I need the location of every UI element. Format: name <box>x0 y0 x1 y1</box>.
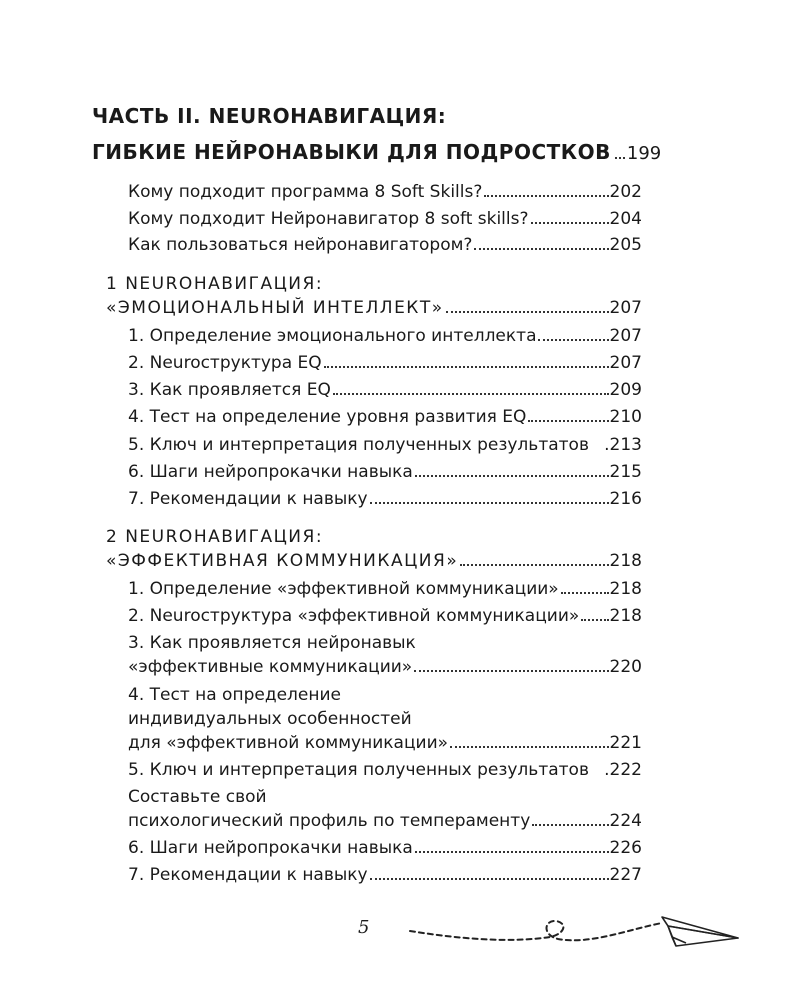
entry-page: 202 <box>609 182 642 202</box>
leader-dots <box>450 746 609 748</box>
entry-label-line2: индивидуальных особенностей <box>128 709 412 729</box>
part-title-line1: ЧАСТЬ II. NEURОНАВИГАЦИЯ: <box>92 104 447 128</box>
leader-dots <box>615 157 625 159</box>
entry-page: 215 <box>609 462 642 482</box>
entry-label-line1: Составьте свой <box>128 787 267 807</box>
entry-page: 216 <box>609 489 642 509</box>
section1-title-line2: «ЭМОЦИОНАЛЬНЫЙ ИНТЕЛЛЕКТ» <box>106 298 444 318</box>
entry-label: 2. Neuroструктура EQ <box>128 353 322 373</box>
entry-label: 7. Рекомендации к навыку <box>128 865 368 885</box>
entry-page: .213 <box>604 435 642 455</box>
entry-page: 210 <box>609 407 642 427</box>
entry-label: Как пользоваться нейронавигатором? <box>128 235 473 255</box>
entry-label: 6. Шаги нейропрокачки навыка <box>128 462 413 482</box>
part-title-row[interactable] <box>92 134 662 172</box>
entry-label: 4. Тест на определение уровня развития EQ <box>128 407 527 427</box>
leader-dots <box>561 592 609 594</box>
toc-entry[interactable] <box>128 758 642 782</box>
leader-dots <box>474 248 608 250</box>
toc-entry[interactable] <box>128 809 642 833</box>
entry-label: 1. Определение «эффективной коммуникации» <box>128 579 559 599</box>
leader-dots <box>415 851 609 853</box>
entry-page: 220 <box>609 657 642 677</box>
entry-label-line1: 3. Как проявляется нейронавык <box>128 633 416 653</box>
part-title-line2: ГИБКИЕ НЕЙРОНАВЫКИ ДЛЯ ПОДРОСТКОВ <box>92 140 611 164</box>
leader-dots <box>460 564 608 566</box>
part-title <box>92 98 662 172</box>
entry-label: Кому подходит программа 8 Soft Skills? <box>128 182 483 202</box>
entry-page: 209 <box>609 380 642 400</box>
entry-page: 221 <box>609 733 642 753</box>
page-number: 5 <box>358 917 370 938</box>
entry-label: 1. Определение эмоционального интеллекта <box>128 326 537 346</box>
toc-entry[interactable] <box>128 577 642 601</box>
toc-entry[interactable] <box>128 405 642 429</box>
leader-dots <box>538 339 608 341</box>
entry-page: .222 <box>604 760 642 780</box>
toc-entry[interactable] <box>128 378 642 402</box>
entry-label: 6. Шаги нейропрокачки навыка <box>128 838 413 858</box>
section2-title-line2: «ЭФФЕКТИВНАЯ КОММУНИКАЦИЯ» <box>106 551 459 571</box>
leader-dots <box>581 619 608 621</box>
entry-page: 227 <box>609 865 642 885</box>
leader-dots <box>415 475 609 477</box>
toc-entry[interactable] <box>128 460 642 484</box>
section2-title-line1: 2 NEURОНАВИГАЦИЯ: <box>106 527 324 547</box>
leader-dots <box>532 824 608 826</box>
entry-label: 5. Ключ и интерпретация полученных результатов <box>128 760 589 780</box>
toc-entry[interactable] <box>128 207 642 231</box>
section2-page: 218 <box>609 551 642 571</box>
paper-plane-icon <box>400 905 745 955</box>
entry-label-line1: 4. Тест на определение <box>128 685 341 705</box>
entry-label-line2: «эффективные коммуникации» <box>128 657 413 677</box>
toc-entry[interactable] <box>128 233 642 257</box>
entry-label: 7. Рекомендации к навыку <box>128 489 368 509</box>
entry-page: 224 <box>609 811 642 831</box>
entry-page: 218 <box>609 606 642 626</box>
toc-entry[interactable] <box>128 836 642 860</box>
toc-entry[interactable] <box>128 863 642 887</box>
part-page: 199 <box>626 143 662 164</box>
entry-label: 3. Как проявляется EQ <box>128 380 331 400</box>
entry-page: 218 <box>609 579 642 599</box>
leader-dots <box>370 878 609 880</box>
section1-title-line1: 1 NEURОНАВИГАЦИЯ: <box>106 274 324 294</box>
leader-dots <box>528 420 608 422</box>
leader-dots <box>333 393 609 395</box>
leader-dots <box>414 670 608 672</box>
toc-entry[interactable] <box>128 655 642 679</box>
leader-dots <box>531 222 609 224</box>
entry-label-line2: психологический профиль по темпераменту <box>128 811 531 831</box>
leader-dots <box>370 502 609 504</box>
entry-label-line3: для «эффективной коммуникации» <box>128 733 449 753</box>
toc-entry[interactable] <box>128 324 642 348</box>
entry-page: 226 <box>609 838 642 858</box>
leader-dots <box>446 311 609 313</box>
section2-heading[interactable] <box>106 549 642 573</box>
section1-heading[interactable] <box>106 296 642 320</box>
entry-label: 5. Ключ и интерпретация полученных результатов <box>128 435 589 455</box>
toc-entry[interactable] <box>128 180 642 204</box>
leader-dots <box>324 366 609 368</box>
toc-entry[interactable] <box>128 731 642 755</box>
toc-entry[interactable] <box>128 351 642 375</box>
leader-dots <box>484 195 608 197</box>
toc-entry[interactable] <box>128 433 642 457</box>
entry-label: 2. Neuroструктура «эффективной коммуникации» <box>128 606 580 626</box>
entry-label: Кому подходит Нейронавигатор 8 soft skills? <box>128 209 529 229</box>
section1-page: 207 <box>609 298 642 318</box>
entry-page: 207 <box>609 353 642 373</box>
entry-page: 207 <box>609 326 642 346</box>
entry-page: 204 <box>609 209 642 229</box>
entry-page: 205 <box>609 235 642 255</box>
toc-entry[interactable] <box>128 487 642 511</box>
toc-entry[interactable] <box>128 604 642 628</box>
